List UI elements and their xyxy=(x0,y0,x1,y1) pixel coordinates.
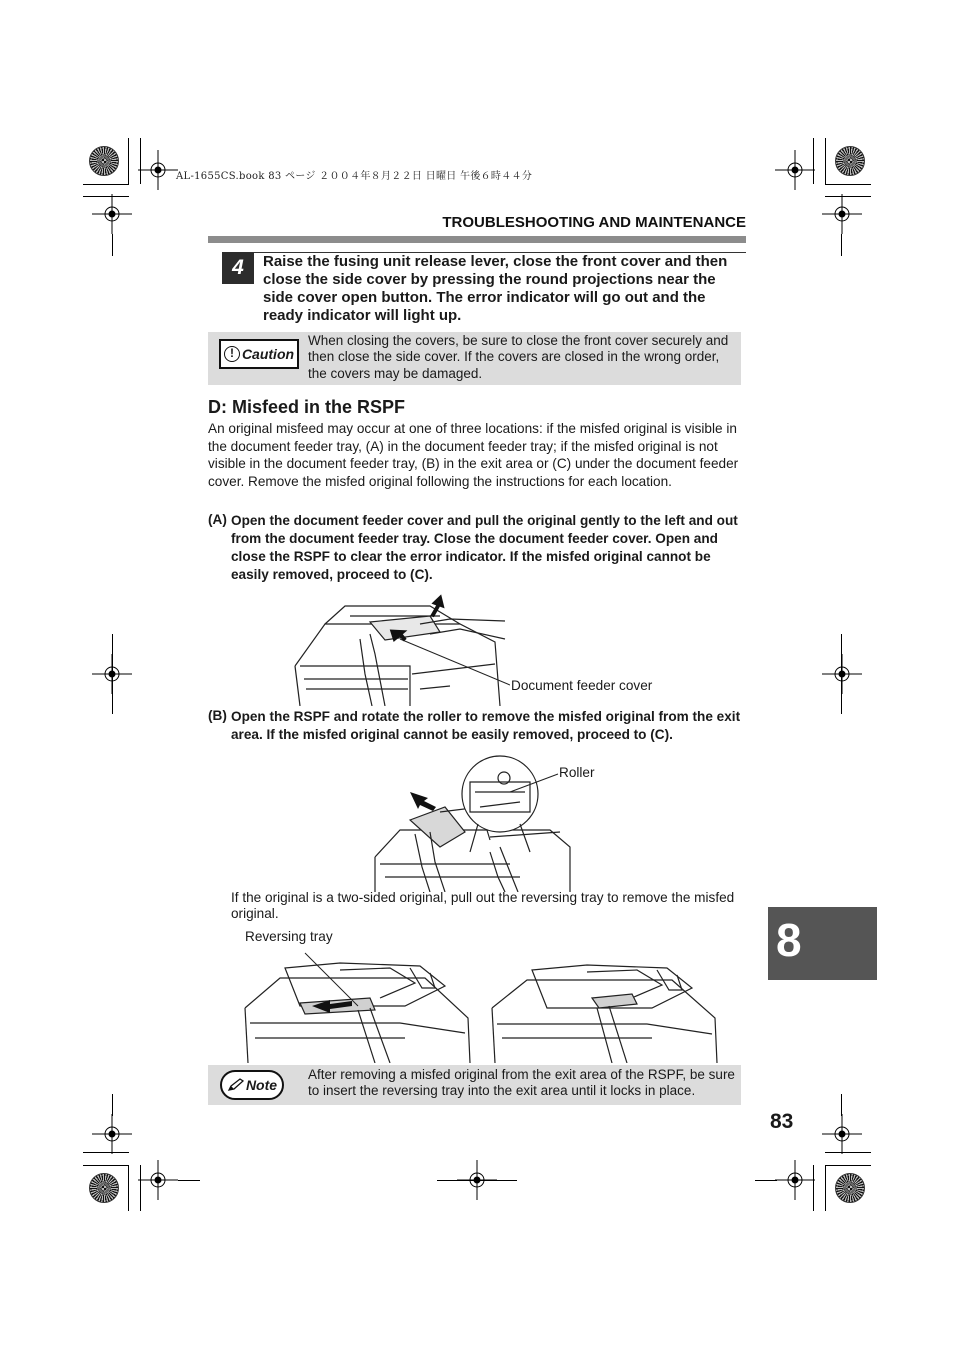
book-info-line: AL-1655CS.book 83 ページ ２００４年８月２２日 日曜日 午後６時４４分 xyxy=(176,171,533,182)
document-feeder-cover-label: Document feeder cover xyxy=(511,678,653,693)
header-rule xyxy=(208,236,746,243)
crosshair-mark-icon xyxy=(138,150,178,190)
roller-label: Roller xyxy=(559,765,595,780)
registration-starburst-icon xyxy=(835,146,865,176)
reversing-tray-illustration-insert xyxy=(487,958,722,1063)
caution-text: When closing the covers, be sure to close the front cover securely and then close the side cover. If the covers are closed in the wrong order, the covers may be damaged. xyxy=(308,333,729,381)
crosshair-mark-icon xyxy=(138,1160,178,1200)
crosshair-mark-icon xyxy=(92,1114,132,1154)
note-label-text: Note xyxy=(245,1077,278,1093)
caution-label xyxy=(219,339,299,369)
document-feeder-illustration xyxy=(290,594,510,706)
crosshair-mark-icon xyxy=(775,150,815,190)
item-b-tag: (B) xyxy=(208,708,227,723)
reversing-tray-label: Reversing tray xyxy=(245,929,333,944)
two-sided-text: If the original is a two-sided original, pull out the reversing tray to remove the misfed original. xyxy=(231,890,735,922)
page-number: 83 xyxy=(770,1110,794,1133)
exit-area-roller-illustration xyxy=(370,752,575,892)
section-title: D: Misfeed in the RSPF xyxy=(208,397,406,417)
step-instruction: Raise the fusing unit release lever, close the front cover and then close the side cover by pressing the round projections near the side cover open button. The error indicator will go out and the ready indicator will light up. xyxy=(263,253,728,324)
item-b-text: Open the RSPF and rotate the roller to remove the misfed original from the exit area. If the misfed original cannot be easily removed, proceed to (C). xyxy=(231,709,741,742)
chapter-tab xyxy=(768,907,877,980)
chapter-number: 8 xyxy=(776,914,802,966)
registration-starburst-icon xyxy=(89,146,119,176)
crosshair-mark-icon xyxy=(822,1114,862,1154)
registration-starburst-icon xyxy=(89,1173,119,1203)
section-header: TROUBLESHOOTING AND MAINTENANCE xyxy=(442,214,746,231)
note-label xyxy=(220,1070,284,1100)
crosshair-mark-icon xyxy=(92,194,132,234)
step-number: 4 xyxy=(222,252,254,284)
section-intro: An original misfeed may occur at one of three locations: if the misfed original is visible in the document feeder tray, (A) in the document feeder tray; if the misfed original is not visible in the document feeder tray, (B) in the exit area or (C) under the document feeder cover. Remove the misfed original following the instructions for each location. xyxy=(208,421,739,489)
crosshair-mark-icon xyxy=(775,1160,815,1200)
crosshair-mark-icon xyxy=(822,194,862,234)
reversing-tray-illustration-pull xyxy=(240,948,475,1063)
item-a-tag: (A) xyxy=(208,512,227,527)
registration-starburst-icon xyxy=(835,1173,865,1203)
note-text: After removing a misfed original from the exit area of the RSPF, be sure to insert the reversing tray into the exit area until it locks in place. xyxy=(308,1067,735,1099)
caution-label-text: Caution xyxy=(241,346,295,362)
pencil-icon xyxy=(227,1078,245,1092)
item-a-text: Open the document feeder cover and pull the original gently to the left and out from the document feeder tray. Close the document feeder cover. Open and close the RSPF to clear the error indicator. If the misfed original cannot be easily removed, proceed to (C). xyxy=(231,513,738,582)
crosshair-mark-icon xyxy=(822,654,862,694)
exclamation-circle-icon: ! xyxy=(224,346,240,362)
